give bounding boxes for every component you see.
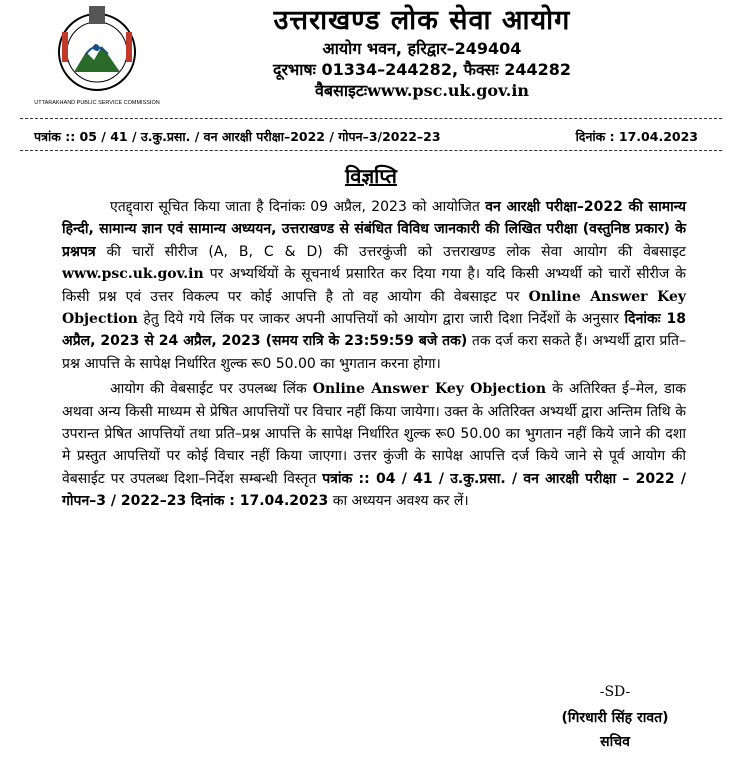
signatory-designation: सचिव: [600, 734, 630, 750]
letter-date: दिनांक : 17.04.2023: [575, 129, 698, 144]
website-line: [232, 80, 612, 101]
website-link[interactable]: www.psc.uk.gov.in: [367, 81, 530, 100]
objection-link-text: Online Answer Key Objection: [62, 288, 686, 328]
commission-logo: [34, 2, 160, 108]
website-reference[interactable]: www.psc.uk.gov.in: [62, 266, 204, 283]
objection-dates: दिनांकः 18 अप्रैल, 2023 से 24 अप्रैल, 2023 (समय रात्रि के 23:59:59 बजे तक): [62, 311, 686, 350]
divider-top: [20, 118, 722, 119]
objection-link-text: Online Answer Key Objection: [312, 381, 547, 398]
commission-name: उत्तराखण्ड लोक सेवा आयोग: [273, 5, 571, 36]
logo-caption: UTTARAKHAND PUBLIC SERVICE COMMISSION: [34, 100, 160, 106]
reference-row: [34, 128, 698, 145]
fax-number: 244282: [504, 60, 571, 79]
guideline-reference: पत्रांक :: 04 / 41 / उ.कु.प्रसा. / वन आरक्षी परीक्षा – 2022 / गोपन–3 / 2022–23 दिनांक : 17.04.2023: [62, 470, 687, 510]
letterhead: [232, 4, 612, 101]
phone-label: दूरभाषः: [272, 60, 316, 79]
divider-bottom: [20, 150, 722, 151]
contact-line: [232, 59, 612, 80]
notice-body: [62, 196, 686, 516]
paragraph-2: आयोग की वेबसाईट पर उपलब्ध लिंक Online Answer Key Objection के अतिरिक्त ई–मेल, डाक अथवा अन्य किसी माध्यम से प्रेषित आपत्तियों पर विचार नहीं किया जायेगा। उक्त के अतिरिक्त अभ्यर्थी द्वारा अन्तिम तिथि के उपरान्त प्रेषित आपत्तियों तथा प्रति–प्रश्न आपत्ति के सापेक्ष निर्धारित शुल्क रू0 50.00 का भुगतान नहीं किये जाने की दशा मे प्रस्तुत आपत्तियों पर कोई विचार नहीं किया जाएगा। उत्तर कुंजी के सापेक्ष आपत्ति दर्ज किये जाने से पूर्व आयोग की वेबसाईट पर उपलब्ध दिशा–निर्देश सम्बन्धी विस्तृत पत्रांक :: 04 / 41 / उ.कु.प्रसा. / वन आरक्षी परीक्षा – 2022 / गोपन–3 / 2022–23 दिनांक : 17.04.2023 का अध्ययन अवश्य कर लें।: [62, 381, 687, 510]
signature-sd: -SD-: [599, 684, 631, 700]
signatory-name: (गिरधारी सिंह रावत): [561, 710, 669, 726]
phone-number: 01334–244282,: [321, 60, 459, 79]
address-line: आयोग भवन, हरिद्वार–249404: [322, 39, 522, 58]
letter-number: पत्रांक :: 05 / 41 / उ.कु.प्रसा. / वन आरक्षी परीक्षा–2022 / गोपन–3/2022–23: [34, 129, 441, 144]
website-label: वैबसाइटः: [314, 81, 368, 100]
fax-label: फैक्सः: [463, 60, 499, 79]
paragraph-1: एतद्द्वारा सूचित किया जाता है दिनांकः 09 अप्रैल, 2023 को आयोजित वन आरक्षी परीक्षा–2022 की सामान्य हिन्दी, सामान्य ज्ञान एवं सामान्य अध्ययन, उत्तराखण्ड से संबंधित विविध जानकारी की लिखित परीक्षा (वस्तुनिष्ठ प्रकार) के प्रश्नपत्र की चारों सीरीज (A, B, C & D) की उत्तरकुंजी को उत्तराखण्ड लोक सेवा आयोग की वेबसाइट www.psc.uk.gov.in पर अभ्यर्थियों के सूचनार्थ प्रसारित कर दिया गया है। यदि किसी अभ्यर्थी को चारों सीरीज के किसी प्रश्न एवं उत्तर विकल्प पर कोई आपत्ति है तो वह आयोग की वेबसाइट पर Online Answer Key Objection हेतु दिये गये लिंक पर जाकर अपनी आपत्तियों को आयोग द्वारा जारी दिशा निर्देशों के अनुसार दिनांकः 18 अप्रैल, 2023 से 24 अप्रैल, 2023 (समय रात्रि के 23:59:59 बजे तक) तक दर्ज करा सकते हैं। अभ्यर्थी द्वारा प्रति–प्रश्न आपत्ति के सापेक्ष निर्धारित शुल्क रू0 50.00 का भुगतान करना होगा।: [62, 199, 686, 372]
notice-heading: विज्ञप्ति: [345, 164, 397, 188]
